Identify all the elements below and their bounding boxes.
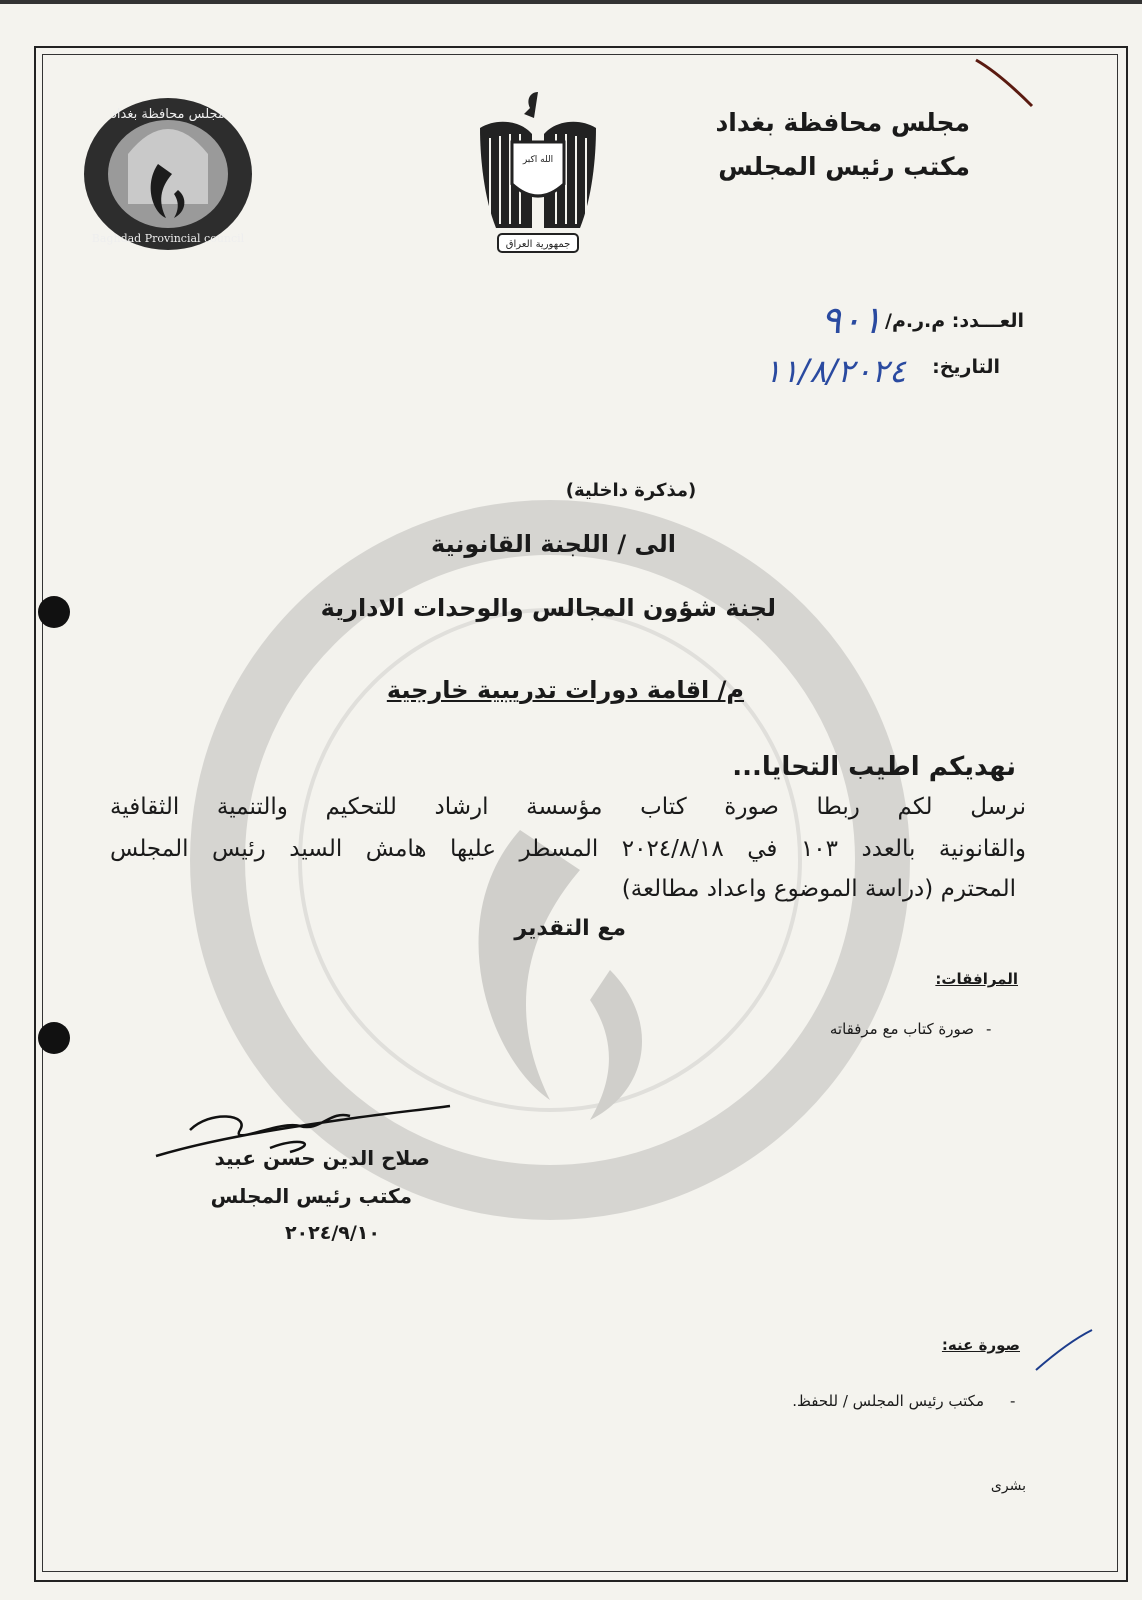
copy-to-label: صورة عنه: — [941, 1336, 1020, 1354]
punch-hole-bottom — [38, 1022, 70, 1054]
signature-date: ٢٠٢٤/٩/١٠ — [284, 1222, 380, 1244]
baghdad-council-seal-logo — [80, 94, 256, 254]
svg-text:مجلس محافظة بغداد: مجلس محافظة بغداد — [111, 107, 225, 122]
greeting: نهديكم اطيب التحايا... — [732, 752, 1016, 782]
typist-initials: بشرى — [990, 1478, 1026, 1494]
copy-to-bullet: - — [1010, 1392, 1016, 1410]
closing: مع التقدير — [514, 916, 626, 941]
copy-to-item: مكتب رئيس المجلس / للحفظ. — [792, 1392, 984, 1410]
svg-text:الله اكبر: الله اكبر — [522, 155, 554, 165]
subject-line: م/ اقامة دورات تدريبية خارجية — [386, 676, 744, 704]
svg-text:Baghdad Provincial council: Baghdad Provincial council — [91, 232, 245, 245]
top-edge-line — [0, 0, 1142, 4]
recipient-line: الى / اللجنة القانونية — [431, 530, 676, 558]
date-value: ١١/٨/٢٠٢٤ — [764, 352, 906, 390]
date-label: التاريخ: — [932, 356, 1000, 378]
attachment-item: صورة كتاب مع مرفقاته — [829, 1020, 974, 1038]
memo-type: (مذكرة داخلية) — [565, 480, 697, 501]
body-line-3: المحترم (دراسة الموضوع واعداد مطالعة) — [621, 876, 1016, 902]
council-name: مجلس محافظة بغداد — [715, 108, 970, 137]
reference-number-label: العـــدد: م.ر.م/ — [885, 310, 1024, 332]
attachments-label: المرافقات: — [935, 970, 1018, 988]
signatory-name: صلاح الدين حسن عبيد — [214, 1146, 430, 1170]
body-line-2: والقانونية بالعدد ١٠٣ في ٢٠٢٤/٨/١٨ المسطر عليها هامش السيد رئيس المجلس — [110, 836, 1026, 862]
iraq-eagle-emblem — [476, 88, 600, 256]
pen-stroke-mark — [970, 54, 1040, 114]
recipient-line-2: لجنة شؤون المجالس والوحدات الادارية — [320, 594, 776, 622]
body-line-1: نرسل لكم ربطا صورة كتاب مؤسسة ارشاد للتحكيم والتنمية الثقافية — [110, 794, 1026, 820]
reference-number-value: ٩٠١ — [820, 298, 882, 342]
svg-text:جمهورية العراق: جمهورية العراق — [505, 239, 571, 250]
punch-hole-top — [38, 596, 70, 628]
signatory-title: مكتب رئيس المجلس — [210, 1184, 412, 1208]
attachment-bullet: - — [986, 1020, 992, 1038]
pen-tick-mark — [1032, 1326, 1096, 1376]
office-name: مكتب رئيس المجلس — [718, 152, 970, 181]
